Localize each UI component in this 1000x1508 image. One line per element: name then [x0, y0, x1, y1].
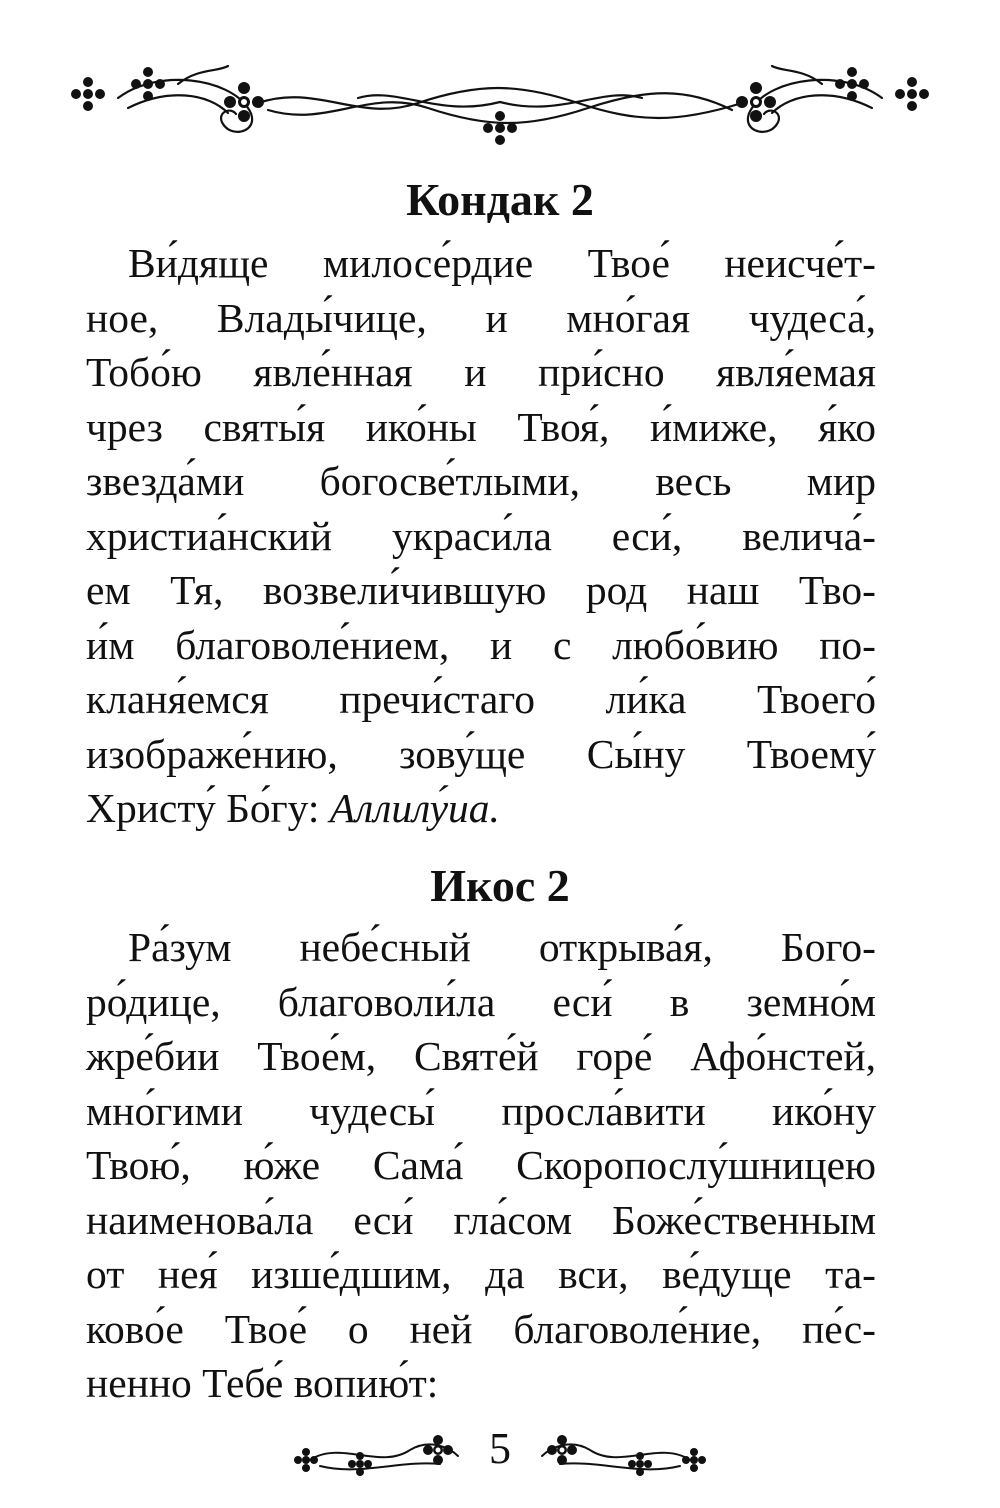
text-line: ем Тя, возвели́чившую род наш Тво-: [86, 567, 876, 613]
text-line: Ви́дяще милосе́рдие Твое́ неисче́т-: [128, 240, 876, 286]
text-line: от нея́ изше́дшим, да вси, ве́дуще та-: [86, 1251, 876, 1297]
text-line-last: [86, 781, 876, 836]
text-line: наименова́ла еси́ гла́сом Боже́ственным: [86, 1196, 876, 1243]
text-line: кланя́емся пречи́стаго ли́ка Твоего́: [86, 676, 876, 722]
top-ornament: [58, 58, 942, 148]
text-line: изображе́нию, зову́ще Сы́ну Твоему́: [86, 730, 876, 777]
text-line-last: ненно Тебе́ вопию́т:: [86, 1360, 439, 1406]
text-line: и́м благоволе́нием, и с любо́вию по-: [86, 621, 876, 668]
text-line: жре́бии Твое́м, Святе́й горе́ Афо́нстей,: [86, 1033, 876, 1079]
text-line: христиа́нский украси́ла еси́, велича́-: [86, 512, 876, 559]
alleluia-refrain: Аллилу́иа.: [329, 785, 500, 831]
text-line-content: Христу́ Бо́гу:: [86, 785, 330, 831]
text-line: ное, Влады́чице, и мно́гая чудеса́,: [86, 294, 876, 341]
text-line: Твою́, ю́же Сама́ Скоропослу́шницею: [86, 1142, 876, 1188]
text-line: звезда́ми богосве́тлыми, весь мир: [86, 458, 876, 504]
text-line: ково́е Твое́ о ней благоволе́ние, пе́с-: [86, 1305, 876, 1352]
page-number: 5: [489, 1424, 511, 1473]
kondak-heading: Кондак 2: [406, 174, 594, 225]
text-line: Тобо́ю явле́нная и при́сно явля́емая: [86, 349, 876, 395]
text-line: мно́гими чудесы́ просла́вити ико́ну: [86, 1087, 876, 1134]
text-line: чрез святы́я ико́ны Твоя́, и́миже, я́ко: [86, 403, 876, 450]
ikos-text: [86, 920, 876, 1411]
kondak-text: [86, 236, 876, 836]
ikos-heading: Икос 2: [430, 860, 570, 911]
text-line: ро́дице, благоволи́ла еси́ в земно́м: [86, 978, 876, 1025]
text-line: Ра́зум небе́сный открыва́я, Бого-: [128, 924, 876, 970]
